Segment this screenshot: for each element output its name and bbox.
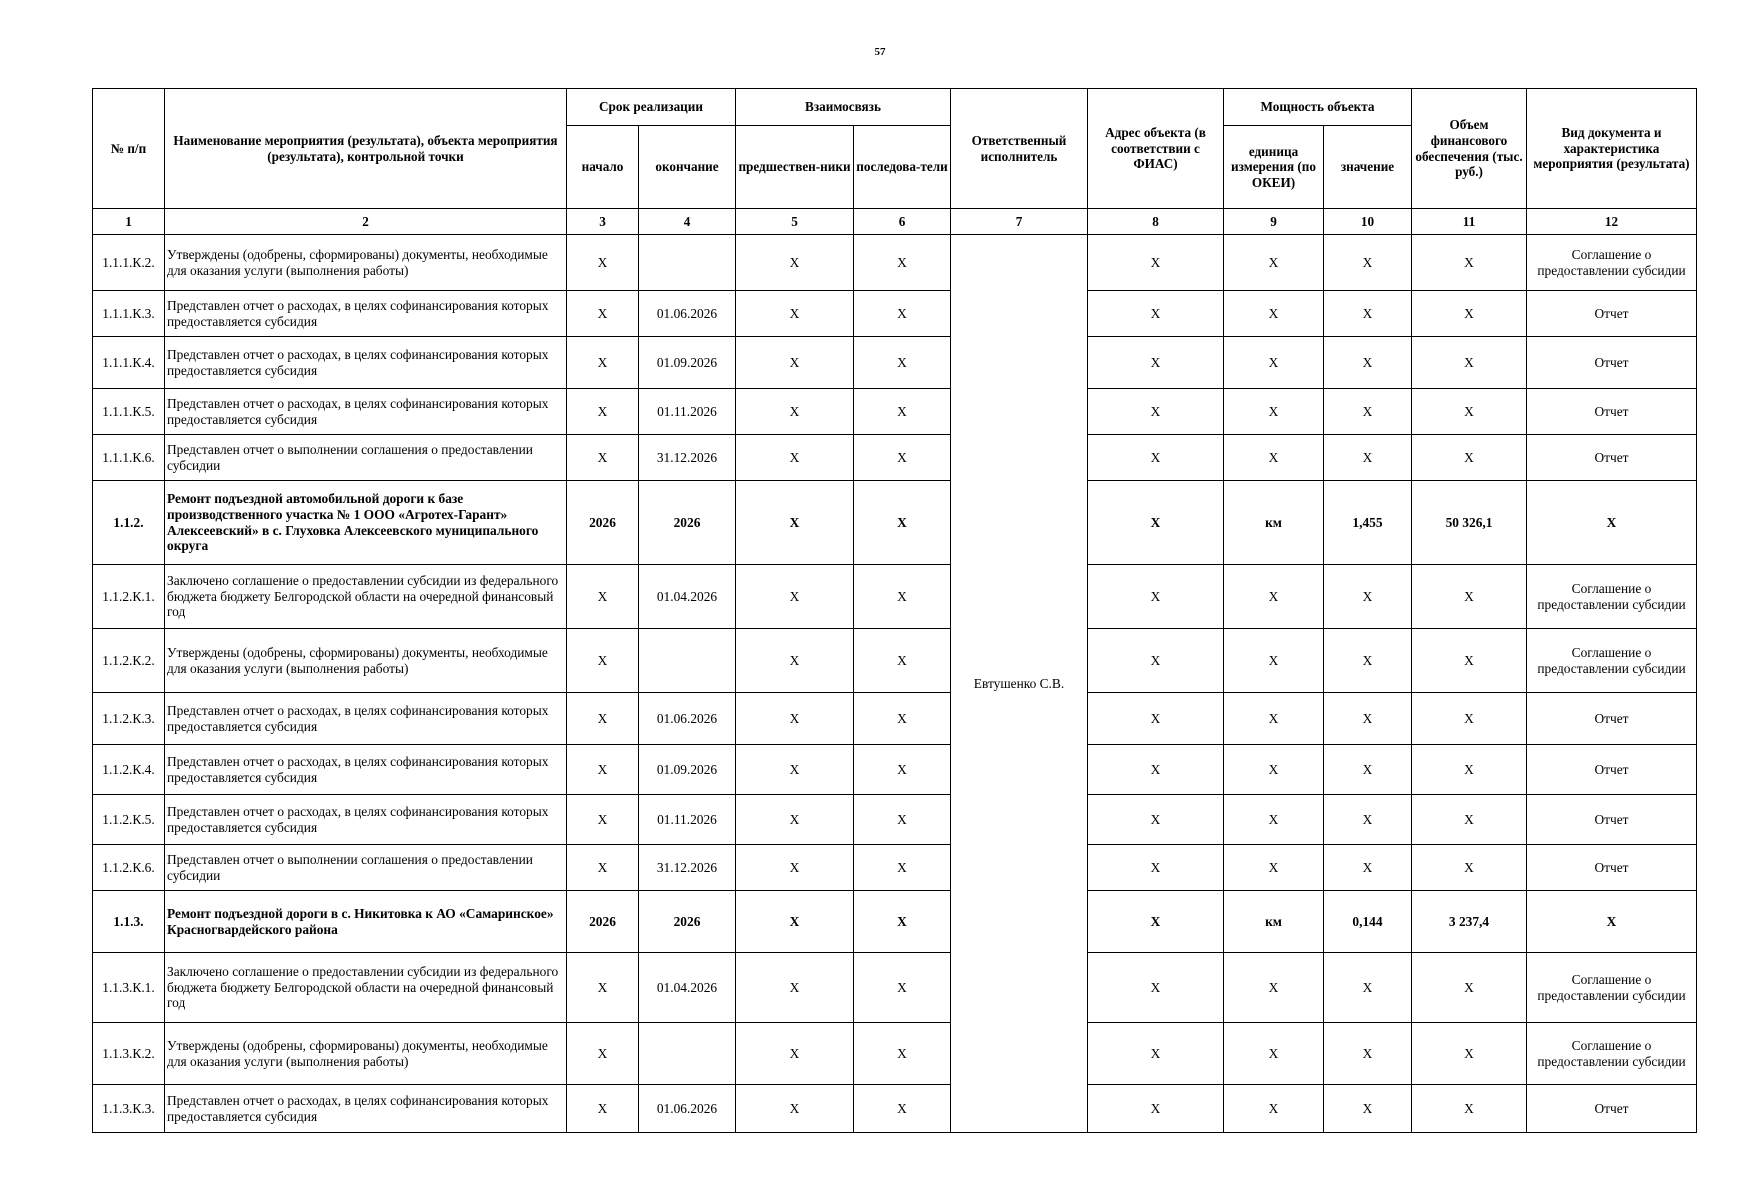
row-number-cell: 1.1.3.К.1. <box>93 953 165 1023</box>
column-number: 11 <box>1412 209 1527 235</box>
row-name-cell: Представлен отчет о расходах, в целях софинансирования которых предоставляется субсидия <box>165 745 567 795</box>
row-val-cell: X <box>1324 435 1412 481</box>
row-val-cell: X <box>1324 1023 1412 1085</box>
row-end-cell: 01.09.2026 <box>639 745 736 795</box>
row-start-cell: 2026 <box>567 481 639 565</box>
table-row <box>93 845 1697 891</box>
row-end-cell: 01.06.2026 <box>639 291 736 337</box>
column-number: 2 <box>165 209 567 235</box>
row-end-cell: 01.11.2026 <box>639 389 736 435</box>
header-num: № п/п <box>93 89 165 209</box>
column-number: 3 <box>567 209 639 235</box>
row-vol-cell: X <box>1412 745 1527 795</box>
row-addr-cell: X <box>1088 435 1224 481</box>
row-start-cell: X <box>567 435 639 481</box>
row-doc-cell: Соглашение о предоставлении субсидии <box>1527 235 1697 291</box>
row-unit-cell: км <box>1224 891 1324 953</box>
row-addr-cell: X <box>1088 795 1224 845</box>
header-pred: предшествен-ники <box>736 126 854 209</box>
row-posl-cell: X <box>854 1023 951 1085</box>
table-row <box>93 1085 1697 1133</box>
row-end-cell: 2026 <box>639 481 736 565</box>
row-posl-cell: X <box>854 481 951 565</box>
row-posl-cell: X <box>854 435 951 481</box>
row-doc-cell: Отчет <box>1527 389 1697 435</box>
row-pred-cell: X <box>736 235 854 291</box>
row-doc-cell: Отчет <box>1527 291 1697 337</box>
row-number-cell: 1.1.2.К.3. <box>93 693 165 745</box>
row-name-cell: Представлен отчет о расходах, в целях софинансирования которых предоставляется субсидия <box>165 389 567 435</box>
row-doc-cell: Соглашение о предоставлении субсидии <box>1527 1023 1697 1085</box>
row-posl-cell: X <box>854 565 951 629</box>
row-pred-cell: X <box>736 481 854 565</box>
row-start-cell: X <box>567 745 639 795</box>
row-start-cell: X <box>567 337 639 389</box>
row-val-cell: 0,144 <box>1324 891 1412 953</box>
row-vol-cell: X <box>1412 291 1527 337</box>
row-number-cell: 1.1.1.К.2. <box>93 235 165 291</box>
row-unit-cell: км <box>1224 481 1324 565</box>
row-name-cell: Заключено соглашение о предоставлении субсидии из федерального бюджета бюджету Белгородской области на очередной финансовый год <box>165 565 567 629</box>
row-addr-cell: X <box>1088 337 1224 389</box>
row-vol-cell: X <box>1412 1023 1527 1085</box>
plan-table <box>92 88 1697 1133</box>
row-name-cell: Утверждены (одобрены, сформированы) документы, необходимые для оказания услуги (выполнения работы) <box>165 235 567 291</box>
row-vol-cell: X <box>1412 389 1527 435</box>
row-pred-cell: X <box>736 629 854 693</box>
row-doc-cell: Отчет <box>1527 1085 1697 1133</box>
row-doc-cell: Отчет <box>1527 435 1697 481</box>
row-posl-cell: X <box>854 891 951 953</box>
row-addr-cell: X <box>1088 235 1224 291</box>
row-posl-cell: X <box>854 795 951 845</box>
header-volume: Объем финансового обеспечения (тыс. руб.) <box>1412 89 1527 209</box>
row-unit-cell: X <box>1224 1085 1324 1133</box>
row-posl-cell: X <box>854 745 951 795</box>
row-addr-cell: X <box>1088 745 1224 795</box>
row-vol-cell: X <box>1412 337 1527 389</box>
row-posl-cell: X <box>854 845 951 891</box>
row-start-cell: X <box>567 235 639 291</box>
column-number: 7 <box>951 209 1088 235</box>
table-row <box>93 693 1697 745</box>
row-addr-cell: X <box>1088 1023 1224 1085</box>
row-name-cell: Заключено соглашение о предоставлении субсидии из федерального бюджета бюджету Белгородской области на очередной финансовый год <box>165 953 567 1023</box>
header-unit: единица измерения (по ОКЕИ) <box>1224 126 1324 209</box>
row-end-cell: 01.09.2026 <box>639 337 736 389</box>
row-end-cell: 01.04.2026 <box>639 953 736 1023</box>
header-srok: Срок реализации <box>567 89 736 126</box>
column-number: 9 <box>1224 209 1324 235</box>
page-number: 57 <box>874 46 886 58</box>
row-number-cell: 1.1.1.К.5. <box>93 389 165 435</box>
row-pred-cell: X <box>736 745 854 795</box>
table-row <box>93 235 1697 291</box>
row-pred-cell: X <box>736 435 854 481</box>
row-start-cell: X <box>567 693 639 745</box>
row-start-cell: X <box>567 1023 639 1085</box>
row-vol-cell: X <box>1412 435 1527 481</box>
row-unit-cell: X <box>1224 795 1324 845</box>
row-number-cell: 1.1.2.К.6. <box>93 845 165 891</box>
row-val-cell: X <box>1324 845 1412 891</box>
row-posl-cell: X <box>854 291 951 337</box>
row-unit-cell: X <box>1224 845 1324 891</box>
table-row <box>93 629 1697 693</box>
row-end-cell <box>639 1023 736 1085</box>
row-start-cell: X <box>567 291 639 337</box>
column-number: 8 <box>1088 209 1224 235</box>
table-row <box>93 291 1697 337</box>
row-name-cell: Представлен отчет о расходах, в целях софинансирования которых предоставляется субсидия <box>165 337 567 389</box>
row-vol-cell: 3 237,4 <box>1412 891 1527 953</box>
row-pred-cell: X <box>736 1023 854 1085</box>
row-end-cell <box>639 235 736 291</box>
row-vol-cell: 50 326,1 <box>1412 481 1527 565</box>
row-posl-cell: X <box>854 1085 951 1133</box>
row-name-cell: Ремонт подъездной дороги в с. Никитовка к АО «Самаринское» Красногвардейского района <box>165 891 567 953</box>
row-end-cell: 01.11.2026 <box>639 795 736 845</box>
row-doc-cell: Отчет <box>1527 795 1697 845</box>
row-name-cell: Представлен отчет о выполнении соглашения о предоставлении субсидии <box>165 845 567 891</box>
row-number-cell: 1.1.2.К.4. <box>93 745 165 795</box>
table-body <box>93 235 1697 1133</box>
row-unit-cell: X <box>1224 693 1324 745</box>
header-doc: Вид документа и характеристика мероприятия (результата) <box>1527 89 1697 209</box>
row-posl-cell: X <box>854 389 951 435</box>
column-number: 1 <box>93 209 165 235</box>
row-posl-cell: X <box>854 953 951 1023</box>
row-name-cell: Представлен отчет о расходах, в целях софинансирования которых предоставляется субсидия <box>165 1085 567 1133</box>
header-end: окончание <box>639 126 736 209</box>
row-pred-cell: X <box>736 337 854 389</box>
row-addr-cell: X <box>1088 693 1224 745</box>
row-unit-cell: X <box>1224 435 1324 481</box>
header-responsible: Ответственный исполнитель <box>951 89 1088 209</box>
row-addr-cell: X <box>1088 953 1224 1023</box>
row-start-cell: X <box>567 565 639 629</box>
row-number-cell: 1.1.2.К.5. <box>93 795 165 845</box>
row-addr-cell: X <box>1088 845 1224 891</box>
row-end-cell: 01.06.2026 <box>639 1085 736 1133</box>
row-number-cell: 1.1.1.К.4. <box>93 337 165 389</box>
row-val-cell: X <box>1324 389 1412 435</box>
row-addr-cell: X <box>1088 629 1224 693</box>
row-unit-cell: X <box>1224 337 1324 389</box>
table-row <box>93 1023 1697 1085</box>
row-val-cell: X <box>1324 629 1412 693</box>
row-end-cell: 31.12.2026 <box>639 435 736 481</box>
row-vol-cell: X <box>1412 795 1527 845</box>
row-number-cell: 1.1.2.К.2. <box>93 629 165 693</box>
row-name-cell: Представлен отчет о расходах, в целях софинансирования которых предоставляется субсидия <box>165 291 567 337</box>
row-start-cell: X <box>567 795 639 845</box>
row-val-cell: X <box>1324 795 1412 845</box>
row-number-cell: 1.1.3.К.2. <box>93 1023 165 1085</box>
row-val-cell: X <box>1324 565 1412 629</box>
row-name-cell: Утверждены (одобрены, сформированы) документы, необходимые для оказания услуги (выполнения работы) <box>165 629 567 693</box>
row-posl-cell: X <box>854 337 951 389</box>
row-doc-cell: Отчет <box>1527 693 1697 745</box>
row-addr-cell: X <box>1088 565 1224 629</box>
row-start-cell: X <box>567 1085 639 1133</box>
row-val-cell: 1,455 <box>1324 481 1412 565</box>
row-val-cell: X <box>1324 1085 1412 1133</box>
column-number: 5 <box>736 209 854 235</box>
row-pred-cell: X <box>736 1085 854 1133</box>
row-doc-cell: Соглашение о предоставлении субсидии <box>1527 953 1697 1023</box>
row-pred-cell: X <box>736 291 854 337</box>
row-doc-cell: Соглашение о предоставлении субсидии <box>1527 565 1697 629</box>
row-name-cell: Представлен отчет о расходах, в целях софинансирования которых предоставляется субсидия <box>165 795 567 845</box>
row-name-cell: Утверждены (одобрены, сформированы) документы, необходимые для оказания услуги (выполнения работы) <box>165 1023 567 1085</box>
row-start-cell: 2026 <box>567 891 639 953</box>
row-unit-cell: X <box>1224 565 1324 629</box>
row-addr-cell: X <box>1088 389 1224 435</box>
responsible-cell: Евтушенко С.В. <box>951 235 1088 1133</box>
row-val-cell: X <box>1324 235 1412 291</box>
row-start-cell: X <box>567 629 639 693</box>
table-row <box>93 337 1697 389</box>
table-row <box>93 435 1697 481</box>
row-end-cell: 31.12.2026 <box>639 845 736 891</box>
row-vol-cell: X <box>1412 693 1527 745</box>
row-number-cell: 1.1.3.К.3. <box>93 1085 165 1133</box>
table-row <box>93 745 1697 795</box>
row-unit-cell: X <box>1224 291 1324 337</box>
row-addr-cell: X <box>1088 1085 1224 1133</box>
header-name: Наименование мероприятия (результата), объекта мероприятия (результата), контрольной точки <box>165 89 567 209</box>
row-name-cell: Представлен отчет о выполнении соглашения о предоставлении субсидии <box>165 435 567 481</box>
row-unit-cell: X <box>1224 745 1324 795</box>
table-row <box>93 481 1697 565</box>
table-row <box>93 953 1697 1023</box>
row-start-cell: X <box>567 845 639 891</box>
row-doc-cell: Отчет <box>1527 745 1697 795</box>
row-unit-cell: X <box>1224 629 1324 693</box>
row-number-cell: 1.1.1.К.3. <box>93 291 165 337</box>
column-number: 12 <box>1527 209 1697 235</box>
header-address: Адрес объекта (в соответствии с ФИАС) <box>1088 89 1224 209</box>
table-row <box>93 565 1697 629</box>
row-vol-cell: X <box>1412 235 1527 291</box>
header-capacity: Мощность объекта <box>1224 89 1412 126</box>
row-end-cell <box>639 629 736 693</box>
row-doc-cell: Отчет <box>1527 845 1697 891</box>
table-row <box>93 891 1697 953</box>
row-val-cell: X <box>1324 337 1412 389</box>
row-addr-cell: X <box>1088 291 1224 337</box>
row-end-cell: 2026 <box>639 891 736 953</box>
row-doc-cell: Отчет <box>1527 337 1697 389</box>
row-end-cell: 01.06.2026 <box>639 693 736 745</box>
table-row <box>93 795 1697 845</box>
row-vol-cell: X <box>1412 629 1527 693</box>
row-posl-cell: X <box>854 235 951 291</box>
row-val-cell: X <box>1324 745 1412 795</box>
row-number-cell: 1.1.2. <box>93 481 165 565</box>
row-posl-cell: X <box>854 693 951 745</box>
row-number-cell: 1.1.1.К.6. <box>93 435 165 481</box>
row-doc-cell: Соглашение о предоставлении субсидии <box>1527 629 1697 693</box>
row-vol-cell: X <box>1412 1085 1527 1133</box>
table-row <box>93 389 1697 435</box>
header-start: начало <box>567 126 639 209</box>
row-pred-cell: X <box>736 953 854 1023</box>
header-value: значение <box>1324 126 1412 209</box>
header-posl: последова-тели <box>854 126 951 209</box>
row-pred-cell: X <box>736 693 854 745</box>
row-number-cell: 1.1.2.К.1. <box>93 565 165 629</box>
row-vol-cell: X <box>1412 953 1527 1023</box>
row-unit-cell: X <box>1224 953 1324 1023</box>
row-doc-cell: X <box>1527 481 1697 565</box>
row-pred-cell: X <box>736 891 854 953</box>
row-vol-cell: X <box>1412 565 1527 629</box>
row-val-cell: X <box>1324 953 1412 1023</box>
header-numbers-row <box>93 209 1697 235</box>
row-doc-cell: X <box>1527 891 1697 953</box>
row-val-cell: X <box>1324 291 1412 337</box>
row-posl-cell: X <box>854 629 951 693</box>
column-number: 6 <box>854 209 951 235</box>
row-unit-cell: X <box>1224 235 1324 291</box>
row-vol-cell: X <box>1412 845 1527 891</box>
row-pred-cell: X <box>736 565 854 629</box>
row-pred-cell: X <box>736 795 854 845</box>
row-unit-cell: X <box>1224 389 1324 435</box>
row-start-cell: X <box>567 389 639 435</box>
row-unit-cell: X <box>1224 1023 1324 1085</box>
row-addr-cell: X <box>1088 481 1224 565</box>
row-end-cell: 01.04.2026 <box>639 565 736 629</box>
row-name-cell: Ремонт подъездной автомобильной дороги к базе производственного участка № 1 ООО «Агротех-Гарант» Алексеевский» в с. Глуховка Алексеевского муниципального округа <box>165 481 567 565</box>
row-addr-cell: X <box>1088 891 1224 953</box>
row-number-cell: 1.1.3. <box>93 891 165 953</box>
row-start-cell: X <box>567 953 639 1023</box>
row-val-cell: X <box>1324 693 1412 745</box>
row-pred-cell: X <box>736 845 854 891</box>
row-name-cell: Представлен отчет о расходах, в целях софинансирования которых предоставляется субсидия <box>165 693 567 745</box>
row-pred-cell: X <box>736 389 854 435</box>
header-vzaim: Взаимосвязь <box>736 89 951 126</box>
column-number: 4 <box>639 209 736 235</box>
column-number: 10 <box>1324 209 1412 235</box>
